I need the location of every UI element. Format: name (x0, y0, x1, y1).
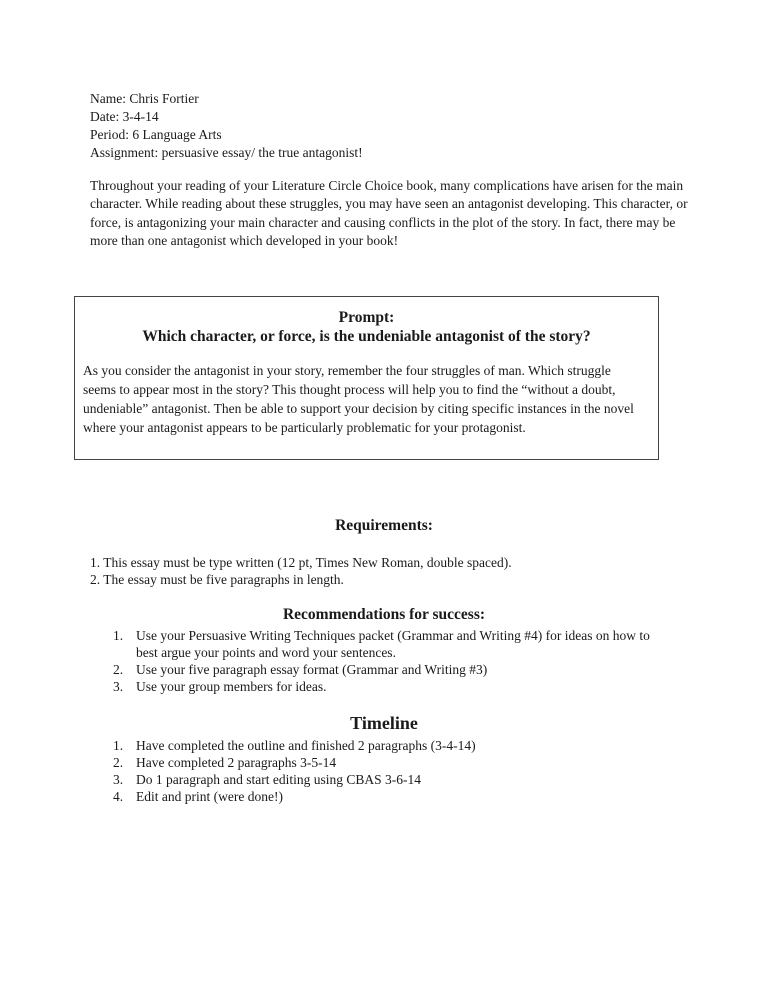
list-text: Use your Persuasive Writing Techniques packet (Grammar and Writing #4) for ideas on how to best argue your points and word your sentences. (136, 628, 650, 660)
list-text: Use your five paragraph essay format (Grammar and Writing #3) (136, 662, 488, 677)
timeline-item (113, 771, 661, 788)
timeline-item (113, 754, 661, 771)
requirement-item: 1. This essay must be type written (12 pt, Times New Roman, double spaced). (90, 555, 512, 570)
class-period: Period: 6 Language Arts (90, 127, 222, 142)
timeline-item (113, 737, 661, 754)
recommendations-list (113, 627, 661, 695)
list-number: 1. (113, 738, 124, 753)
list-number: 3. (113, 679, 124, 694)
requirements-list (90, 554, 512, 588)
list-number: 2. (113, 662, 124, 677)
list-text: Use your group members for ideas. (136, 679, 327, 694)
list-number: 3. (113, 772, 124, 787)
requirement-item: 2. The essay must be five paragraphs in length. (90, 572, 344, 587)
prompt-body: As you consider the antagonist in your story, remember the four struggles of man. Which struggle seems to appear most in the story? This thought process will help you to find the “without a doubt, undeniable” antagonist. Then be able to support your decision by citing specific instances in the novel where your antagonist appears to be particularly problematic for your protagonist. (83, 363, 634, 435)
list-text: Have completed the outline and finished 2 paragraphs (3-4-14) (136, 738, 476, 753)
prompt-question: Which character, or force, is the undeniable antagonist of the story? (142, 328, 591, 345)
recommendations-heading: Recommendations for success: (282, 606, 486, 623)
recommendation-item (113, 627, 661, 661)
assignment-title: Assignment: persuasive essay/ the true antagonist! (90, 145, 363, 160)
list-number: 4. (113, 789, 124, 804)
student-header (90, 90, 363, 162)
assignment-date: Date: 3-4-14 (90, 109, 159, 124)
student-name: Name: Chris Fortier (90, 91, 199, 106)
intro-paragraph: Throughout your reading of your Literature Circle Choice book, many complications have arisen for the main character. While reading about these struggles, you may have seen an antagonist developing. This character, or force, is antagonizing your main character and causing conflicts in the plot of the story. In fact, there may be more than one antagonist which developed in your book! (90, 178, 688, 249)
prompt-title: Prompt: (338, 309, 395, 326)
recommendation-item (113, 661, 661, 678)
requirements-heading: Requirements: (335, 517, 433, 534)
timeline-list (113, 737, 661, 805)
list-text: Have completed 2 paragraphs 3-5-14 (136, 755, 337, 770)
list-text: Do 1 paragraph and start editing using CBAS 3-6-14 (136, 772, 421, 787)
prompt-box (74, 296, 659, 460)
list-text: Edit and print (were done!) (136, 789, 283, 804)
list-number: 2. (113, 755, 124, 770)
list-number: 1. (113, 628, 124, 643)
recommendation-item (113, 678, 661, 695)
timeline-item (113, 788, 661, 805)
timeline-heading: Timeline (350, 713, 418, 733)
